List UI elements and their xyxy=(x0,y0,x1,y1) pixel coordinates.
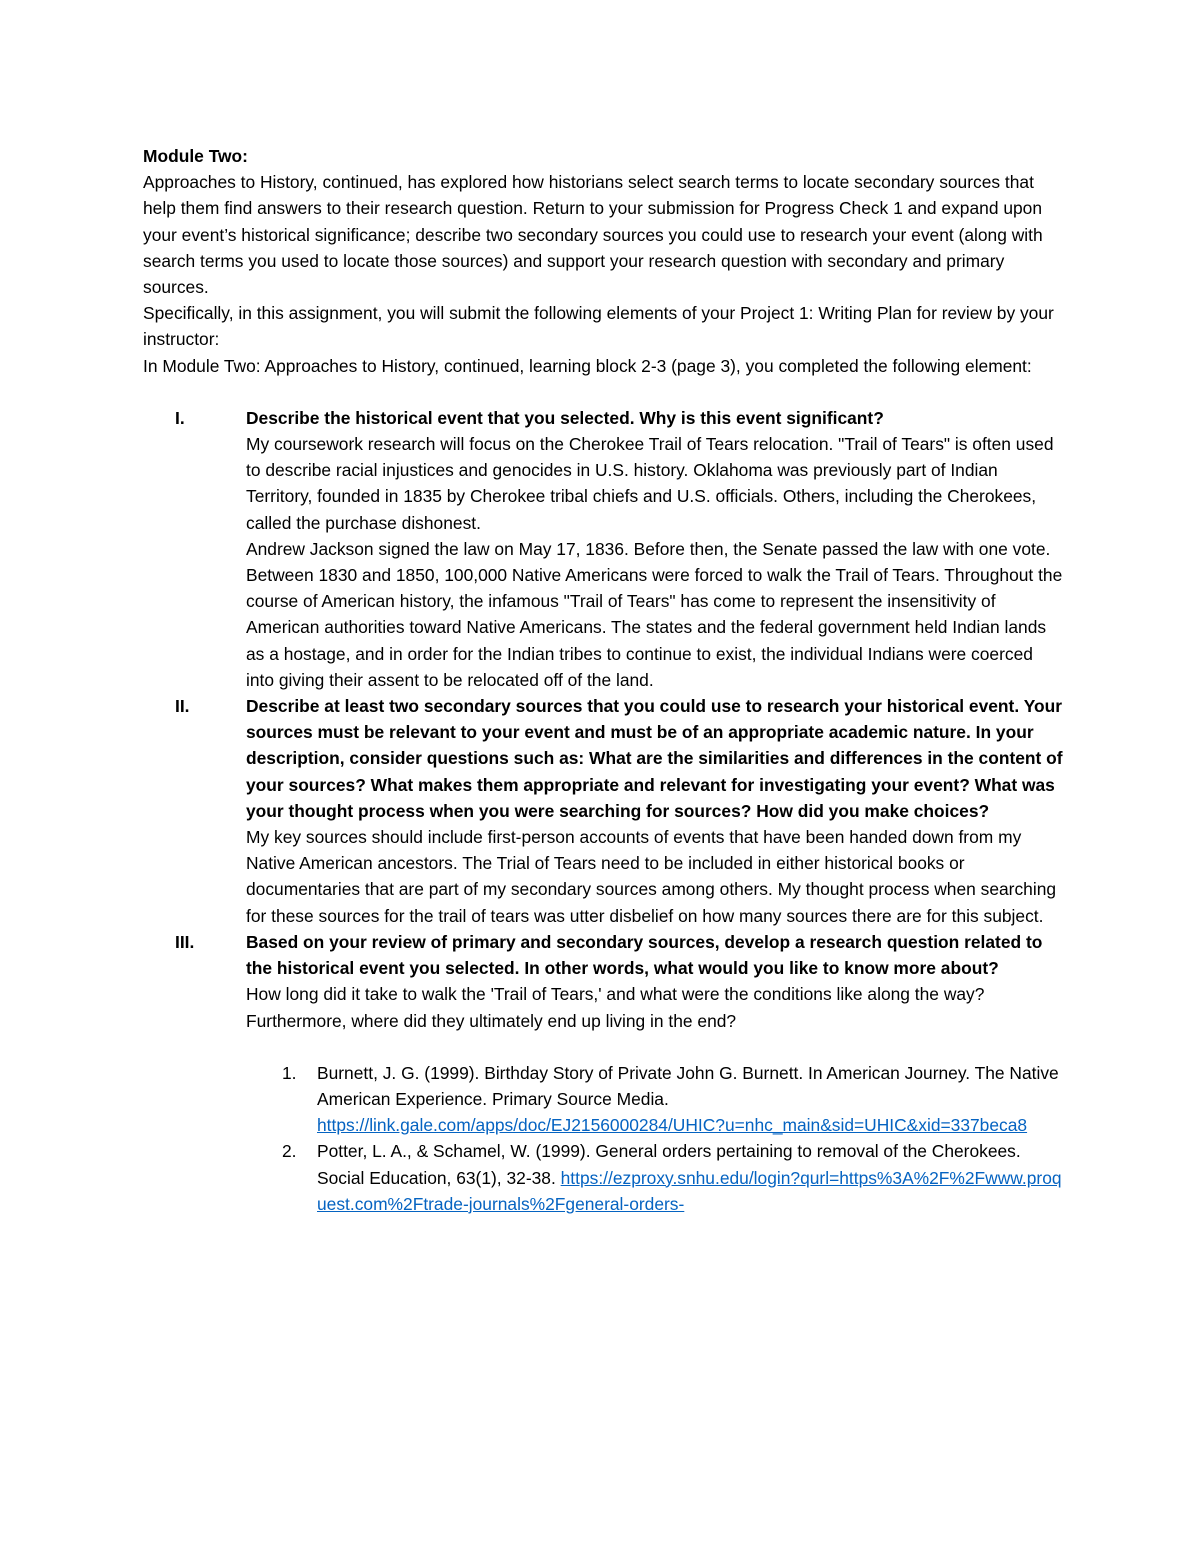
section-answer: How long did it take to walk the 'Trail of Tears,' and what were the conditions like along the way? Furthermore, where did they ultimately end up living in the end? xyxy=(246,984,985,1031)
list-item xyxy=(143,405,1063,693)
section-question: Describe at least two secondary sources that you could use to research your historical event. Your sources must be relevant to your event and must be of an appropriate academic nature. In your description, consider questions such as: What are the similarities and differences in the content of your sources? What makes them appropriate and relevant for investigating your event? What was your thought process when you were searching for sources? How did you make choices? xyxy=(246,696,1063,821)
section-answer: Andrew Jackson signed the law on May 17, 1836. Before then, the Senate passed the law with one vote. Between 1830 and 1850, 100,000 Native Americans were forced to walk the Trail of Tears. Throughout the course of American history, the infamous "Trail of Tears" has come to represent the insensitivity of American authorities toward Native Americans. The states and the federal government held Indian lands as a hostage, and in order for the Indian tribes to continue to exist, the individual Indians were coerced into giving their assent to be relocated off of the land. xyxy=(246,538,1063,690)
section-question: Describe the historical event that you selected. Why is this event significant? xyxy=(246,407,884,428)
spacer xyxy=(143,1034,1063,1060)
list-marker: I. xyxy=(175,407,185,428)
reference-text: Potter, L. A., & Schamel, W. (1999). General orders pertaining to removal of the Cherokees. Social Education, 63(1), 32-38. xyxy=(317,1141,1021,1188)
intro-paragraph: Specifically, in this assignment, you will submit the following elements of your Project 1: Writing Plan for review by your instructor: xyxy=(143,303,1054,350)
reference-text: Burnett, J. G. (1999). Birthday Story of Private John G. Burnett. In American Journey. The Native American Experience. Primary Source Media. xyxy=(317,1062,1059,1109)
list-marker: II. xyxy=(175,696,190,717)
reference-link[interactable]: https://link.gale.com/apps/doc/EJ2156000284/UHIC?u=nhc_main&sid=UHIC&xid=337beca8 xyxy=(317,1115,1028,1136)
list-marker: 2. xyxy=(282,1141,297,1162)
intro-paragraph: Approaches to History, continued, has explored how historians select search terms to locate secondary sources that help them find answers to their research question. Return to your submission for Progress Check 1 and expand upon your event’s historical significance; describe two secondary sources you could use to research your event (along with search terms you used to locate those sources) and support your research question with secondary and primary sources. xyxy=(143,172,1043,298)
list-marker: 1. xyxy=(282,1062,297,1083)
list-marker: III. xyxy=(175,931,195,952)
document-page xyxy=(143,143,1063,1217)
module-heading: Module Two: xyxy=(143,146,248,166)
section-answer: My coursework research will focus on the Cherokee Trail of Tears relocation. "Trail of Tears" is often used to describe racial injustices and genocides in U.S. history. Oklahoma was previously part of Indian Territory, founded in 1835 by Cherokee tribal chiefs and U.S. officials. Others, including the Cherokees, called the purchase dishonest. xyxy=(246,434,1054,533)
section-answer: My key sources should include first-person accounts of events that have been handed down from my Native American ancestors. The Trial of Tears need to be included in either historical books or documentaries that are part of my secondary sources among others. My thought process when searching for these sources for the trail of tears was utter disbelief on how many sources there are for this subject. xyxy=(246,827,1057,926)
list-item xyxy=(143,929,1063,1034)
references-list xyxy=(143,1060,1063,1217)
reference-item xyxy=(143,1138,1063,1217)
list-item xyxy=(143,693,1063,929)
assignment-elements-list xyxy=(143,405,1063,1034)
reference-link[interactable]: https://ezproxy.snhu.edu/login?qurl=https%3A%2F%2Fwww.proquest.com%2Ftrade-journals%2Fgeneral-orders- xyxy=(317,1167,1062,1214)
intro-paragraph: In Module Two: Approaches to History, continued, learning block 2-3 (page 3), you completed the following element: xyxy=(143,355,1032,376)
reference-item xyxy=(143,1060,1063,1139)
section-question: Based on your review of primary and secondary sources, develop a research question related to the historical event you selected. In other words, what would you like to know more about? xyxy=(246,931,1043,979)
spacer xyxy=(143,379,1063,405)
